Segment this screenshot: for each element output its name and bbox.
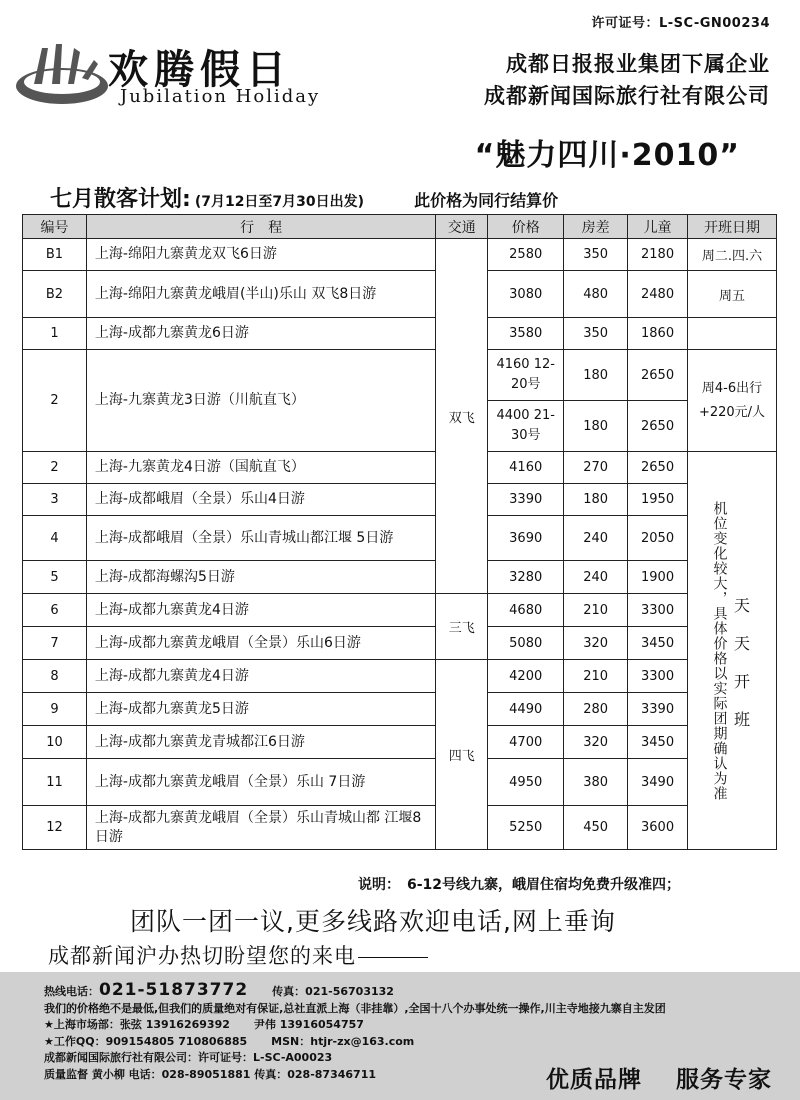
company-name: 成都新闻国际旅行社有限公司 <box>484 84 770 108</box>
row-schedule <box>688 318 777 350</box>
hotline-number: 021-51873772 <box>99 980 249 1000</box>
schedule-daily: 天天开班 <box>731 596 751 749</box>
tagline-group-inquiry: 团队一团一议,更多线路欢迎电话,网上垂询 <box>130 907 616 936</box>
row-no: 7 <box>23 627 87 660</box>
table-row <box>23 759 777 806</box>
table-row <box>23 239 777 271</box>
table-row <box>23 516 777 561</box>
schedule-note: 机位变化较大，具体价格以实际团期确认为准 <box>711 500 728 801</box>
row-route: 上海-成都九寨黄龙峨眉（全景）乐山青城山都 江堰8日游 <box>86 806 435 850</box>
row-schedule: 周4-6出行 +220元/人 <box>688 350 777 452</box>
row-child: 2650 <box>628 350 688 401</box>
row-child: 3600 <box>628 806 688 850</box>
row-no: 4 <box>23 516 87 561</box>
row-room: 480 <box>564 271 628 318</box>
row-price: 3690 <box>488 516 564 561</box>
row-route: 上海-绵阳九寨黄龙双飞6日游 <box>86 239 435 271</box>
col-header-no: 编号 <box>23 215 87 239</box>
col-header-schedule: 开班日期 <box>688 215 777 239</box>
col-header-child: 儿童 <box>628 215 688 239</box>
row-route: 上海-成都峨眉（全景）乐山青城山都江堰 5日游 <box>86 516 435 561</box>
row-child: 3490 <box>628 759 688 806</box>
row-price: 5250 <box>488 806 564 850</box>
col-header-transport: 交通 <box>436 215 488 239</box>
row-no: 6 <box>23 594 87 627</box>
row-child: 2650 <box>628 401 688 452</box>
row-room: 280 <box>564 693 628 726</box>
row-route: 上海-成都九寨黄龙6日游 <box>86 318 435 350</box>
row-route: 上海-成都九寨黄龙青城都江6日游 <box>86 726 435 759</box>
table-row <box>23 318 777 350</box>
plan-title: 七月散客计划: <box>50 187 191 212</box>
row-room: 320 <box>564 627 628 660</box>
row-price: 3580 <box>488 318 564 350</box>
row-child: 1860 <box>628 318 688 350</box>
table-row <box>23 660 777 693</box>
row-price: 4160 12-20号 <box>488 350 564 401</box>
row-no: 2 <box>23 350 87 452</box>
row-room: 350 <box>564 239 628 271</box>
row-child: 1950 <box>628 484 688 516</box>
table-row <box>23 561 777 594</box>
row-price: 4700 <box>488 726 564 759</box>
row-route: 上海-成都峨眉（全景）乐山4日游 <box>86 484 435 516</box>
row-no: 9 <box>23 693 87 726</box>
transport-label: 三飞 <box>448 621 475 636</box>
row-child: 3300 <box>628 660 688 693</box>
row-room: 180 <box>564 401 628 452</box>
row-price: 3390 <box>488 484 564 516</box>
table-row <box>23 627 777 660</box>
row-no: 2 <box>23 452 87 484</box>
row-child: 2480 <box>628 271 688 318</box>
row-schedule: 周五 <box>688 271 777 318</box>
row-room: 320 <box>564 726 628 759</box>
plan-dates: (7月12日至7月30日出发) <box>194 194 365 210</box>
row-no: 3 <box>23 484 87 516</box>
row-room: 180 <box>564 350 628 401</box>
transport-cell <box>436 239 488 594</box>
plan-header <box>50 182 750 213</box>
col-header-route: 行 程 <box>86 215 435 239</box>
row-route: 上海-绵阳九寨黄龙峨眉(半山)乐山 双飞8日游 <box>86 271 435 318</box>
footer-contact-panel <box>0 972 800 1100</box>
quality-supervisor: 质量监督 黄小柳 电话：028-89051881 传真：028-87346711 <box>44 1067 377 1081</box>
tagline-call-text: 成都新闻沪办热切盼望您的来电 <box>48 944 356 968</box>
table-row <box>23 693 777 726</box>
row-price: 4400 21-30号 <box>488 401 564 452</box>
row-room: 180 <box>564 484 628 516</box>
parent-company: 成都日报报业集团下属企业 <box>506 52 770 76</box>
row-room: 350 <box>564 318 628 350</box>
service-expert: 服务专家 <box>676 1065 772 1093</box>
row-price: 4200 <box>488 660 564 693</box>
license-number: 许可证号：L-SC-GN00234 <box>591 16 770 31</box>
row-child: 3390 <box>628 693 688 726</box>
quality-slogan <box>546 1065 772 1093</box>
hotline-label: 热线电话： <box>44 985 99 998</box>
row-price: 5080 <box>488 627 564 660</box>
transport-cell <box>436 660 488 850</box>
quality-brand: 优质品牌 <box>546 1065 642 1093</box>
row-route: 上海-成都九寨黄龙峨眉（全景）乐山6日游 <box>86 627 435 660</box>
market-contact: ★上海市场部：张弦 13916269392 <box>44 1018 230 1031</box>
table-row <box>23 484 777 516</box>
row-price: 3080 <box>488 271 564 318</box>
col-header-price: 价格 <box>488 215 564 239</box>
row-schedule: 周二.四.六 <box>688 239 777 271</box>
row-child: 2650 <box>628 452 688 484</box>
row-price: 3280 <box>488 561 564 594</box>
table-row <box>23 594 777 627</box>
row-room: 240 <box>564 516 628 561</box>
row-no: 5 <box>23 561 87 594</box>
tour-schedule-table <box>22 214 777 850</box>
remark-note: 说明： 6-12号线九寨，峨眉住宿均免费升级准四； <box>358 877 681 893</box>
market-contact-2: 尹伟 13916054757 <box>253 1018 364 1031</box>
slogan: “魅力四川·2010” <box>474 138 740 173</box>
brand-logo-icon <box>12 38 112 108</box>
row-no: B2 <box>23 271 87 318</box>
transport-label: 双飞 <box>448 410 475 426</box>
fax-number: 传真：021-56703132 <box>272 985 394 998</box>
row-route: 上海-成都海螺沟5日游 <box>86 561 435 594</box>
row-child: 3300 <box>628 594 688 627</box>
table-row <box>23 350 777 401</box>
table-header-row <box>23 215 777 239</box>
company-license: 成都新闻国际旅行社有限公司：许可证号：L-SC-A00023 <box>44 1051 333 1064</box>
row-child: 2050 <box>628 516 688 561</box>
row-room: 270 <box>564 452 628 484</box>
table-row <box>23 271 777 318</box>
transport-cell <box>436 594 488 660</box>
row-price: 2580 <box>488 239 564 271</box>
table-row <box>23 806 777 850</box>
row-price: 4490 <box>488 693 564 726</box>
row-no: 12 <box>23 806 87 850</box>
table-row <box>23 452 777 484</box>
row-price: 4950 <box>488 759 564 806</box>
row-no: 1 <box>23 318 87 350</box>
row-price: 4160 <box>488 452 564 484</box>
transport-label: 四飞 <box>448 749 475 764</box>
row-route: 上海-九寨黄龙3日游（川航直飞） <box>86 350 435 452</box>
row-room: 210 <box>564 594 628 627</box>
price-note: 此价格为同行结算价 <box>414 191 559 210</box>
dash-line <box>358 957 428 958</box>
row-route: 上海-成都九寨黄龙5日游 <box>86 693 435 726</box>
row-no: 11 <box>23 759 87 806</box>
brand-name-cn: 欢腾假日 <box>108 46 292 93</box>
row-room: 210 <box>564 660 628 693</box>
row-price: 4680 <box>488 594 564 627</box>
row-route: 上海-成都九寨黄龙4日游 <box>86 660 435 693</box>
col-header-room: 房差 <box>564 215 628 239</box>
row-route: 上海-九寨黄龙4日游（国航直飞） <box>86 452 435 484</box>
row-room: 240 <box>564 561 628 594</box>
qq-contact: ★工作QQ：909154805 710806885 <box>44 1034 248 1048</box>
schedule-note-cell <box>688 452 777 850</box>
row-room: 380 <box>564 759 628 806</box>
guarantee-text: 我们的价格绝不是最低,但我们的质量绝对有保证,总社直派上海（非挂靠）,全国十八个办事处统一操作,川主寺地接九寨自主发团 <box>44 1001 666 1015</box>
row-no: 8 <box>23 660 87 693</box>
row-child: 3450 <box>628 726 688 759</box>
table-row <box>23 726 777 759</box>
row-route: 上海-成都九寨黄龙峨眉（全景）乐山 7日游 <box>86 759 435 806</box>
brand-name-en: Jubilation Holiday <box>120 86 321 107</box>
row-child: 3450 <box>628 627 688 660</box>
row-room: 450 <box>564 806 628 850</box>
row-child: 1900 <box>628 561 688 594</box>
row-no: B1 <box>23 239 87 271</box>
tagline-call-invite <box>48 940 428 970</box>
row-child: 2180 <box>628 239 688 271</box>
row-route: 上海-成都九寨黄龙4日游 <box>86 594 435 627</box>
msn-contact: MSN：htjr-zx@163.com <box>271 1034 415 1048</box>
row-no: 10 <box>23 726 87 759</box>
